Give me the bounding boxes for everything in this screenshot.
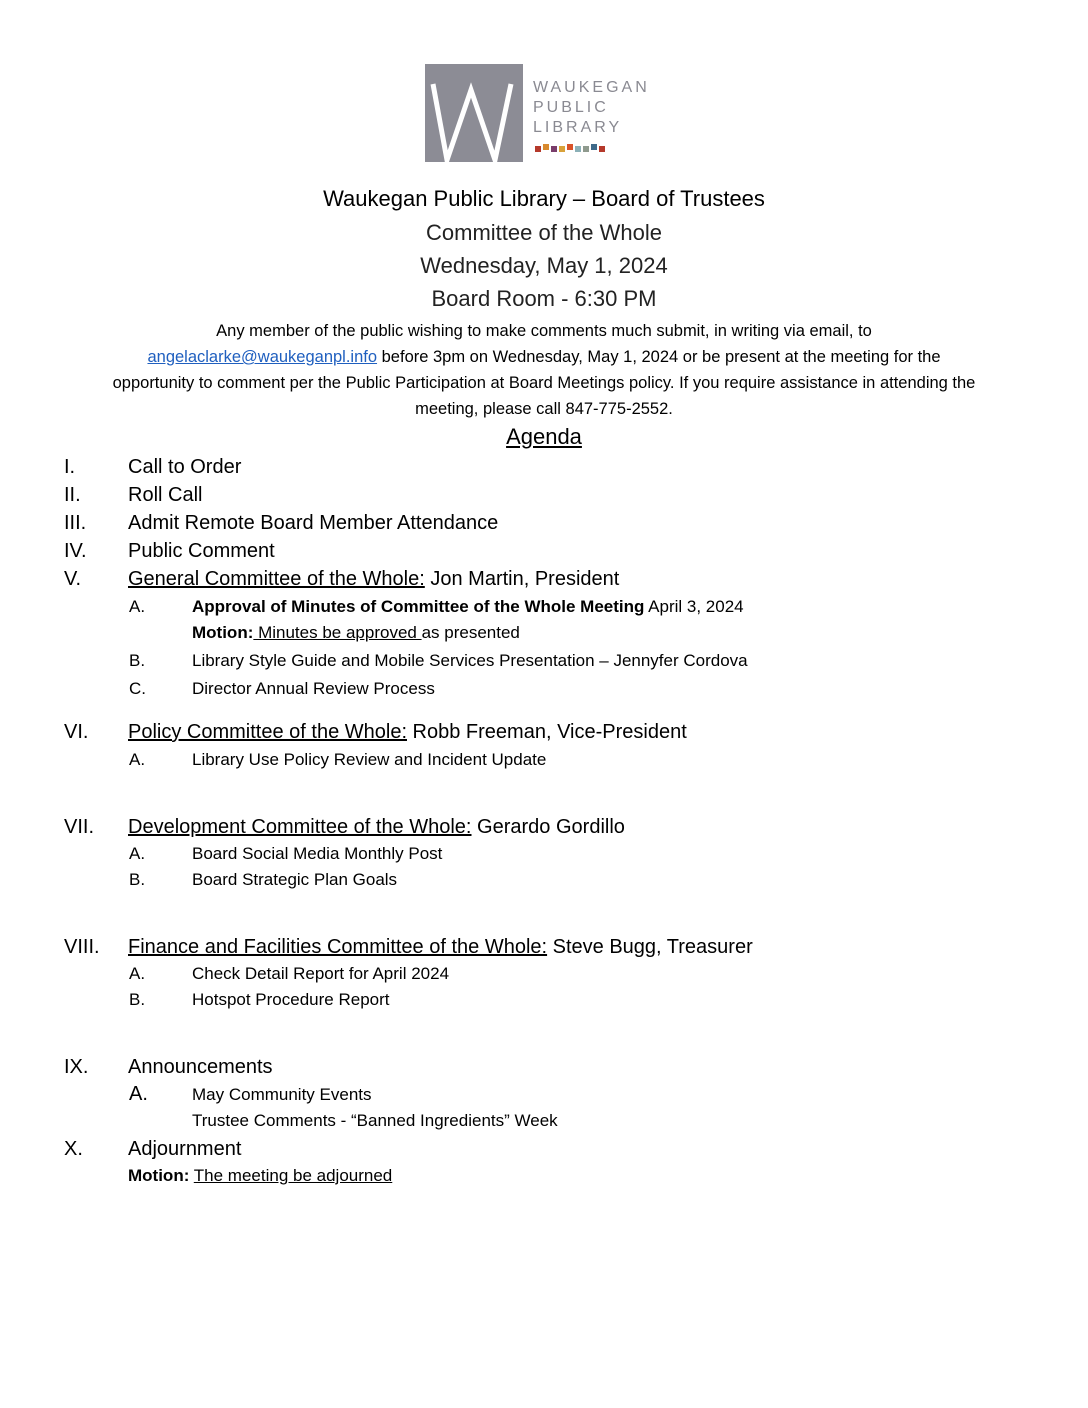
item-label — [128, 936, 753, 959]
sub-item-label: Library Style Guide and Mobile Services Presentation – Jennyfer Cordova — [192, 651, 748, 670]
logo-wordmark — [533, 78, 650, 138]
item-number: III. — [64, 512, 87, 534]
committee-chair: Jon Martin, President — [424, 568, 620, 590]
sub-item-label: May Community Events — [192, 1085, 372, 1104]
logo-w-block — [425, 64, 523, 162]
item-number: IX. — [64, 1056, 89, 1078]
public-comment-notice — [50, 318, 1038, 422]
notice-line-4: meeting, please call 847-775-2552. — [415, 400, 673, 418]
logo-square — [583, 146, 589, 152]
logo-line-1: WAUKEGAN — [533, 79, 650, 96]
motion-text — [192, 623, 520, 643]
notice-line-2-text: before 3pm on Wednesday, May 1, 2024 or be present at the meeting for the — [377, 348, 941, 366]
notice-line-3: opportunity to comment per the Public Participation at Board Meetings policy. If you require assistance in attending the — [112, 374, 976, 392]
document-title: Waukegan Public Library – Board of Trustees — [323, 186, 765, 211]
logo-square — [599, 146, 605, 152]
sub-item-label: Hotspot Procedure Report — [192, 990, 390, 1009]
sub-item-number: B. — [129, 870, 146, 889]
logo-square — [567, 144, 573, 150]
item-label: Roll Call — [128, 484, 203, 506]
item-label: Call to Order — [128, 456, 242, 478]
sub-item-label: Director Annual Review Process — [192, 679, 435, 698]
sub-item-number: A. — [129, 597, 146, 616]
sub-item-number: A. — [129, 964, 146, 983]
item-number: VII. — [64, 816, 95, 838]
item-label: Adjournment — [128, 1138, 242, 1160]
item-number: X. — [64, 1138, 83, 1160]
item-label: Public Comment — [128, 540, 275, 562]
logo-square — [575, 146, 581, 152]
committee-label: General Committee of the Whole: — [128, 568, 425, 590]
logo-line-3: LIBRARY — [533, 119, 623, 136]
motion-underlined: Minutes be approved — [253, 623, 422, 642]
sub-item-number: B. — [129, 651, 146, 670]
item-number: VIII. — [64, 936, 100, 958]
motion-label: Motion: — [128, 1166, 190, 1185]
logo-square — [551, 146, 557, 152]
library-logo — [425, 64, 670, 164]
notice-line-1: Any member of the public wishing to make comments much submit, in writing via email, to — [216, 322, 872, 340]
item-label — [128, 721, 687, 744]
item-number: II. — [64, 484, 81, 506]
agenda-heading: Agenda — [506, 424, 582, 449]
committee-name: Committee of the Whole — [426, 220, 662, 245]
item-number: V. — [64, 568, 82, 590]
motion-underlined: The meeting be adjourned — [193, 1166, 393, 1185]
logo-color-squares — [535, 146, 607, 154]
sub-item-number: C. — [129, 679, 146, 698]
item-number: IV. — [64, 540, 87, 562]
committee-chair: Robb Freeman, Vice-President — [407, 721, 687, 743]
logo-square — [591, 144, 597, 150]
item-label — [128, 816, 625, 839]
sub-item-number: A. — [129, 1083, 148, 1105]
committee-chair: Gerardo Gordillo — [471, 816, 625, 838]
sub-item-number: A. — [129, 844, 146, 863]
committee-chair: Steve Bugg, Treasurer — [547, 936, 753, 958]
sub-item-number: B. — [129, 990, 146, 1009]
item-number: VI. — [64, 721, 89, 743]
logo-square — [559, 146, 565, 152]
item-label: Announcements — [128, 1056, 273, 1078]
notice-line-2 — [50, 344, 1038, 370]
item-number: I. — [64, 456, 76, 478]
motion-text — [128, 1166, 392, 1186]
sub-item-label: Board Social Media Monthly Post — [192, 844, 443, 863]
item-label: Admit Remote Board Member Attendance — [128, 512, 499, 534]
logo-square — [543, 144, 549, 150]
committee-label: Development Committee of the Whole: — [128, 816, 472, 838]
meeting-location-time: Board Room - 6:30 PM — [431, 286, 657, 311]
sub-item-label — [192, 597, 744, 617]
email-link[interactable]: angelaclarke@waukeganpl.info — [147, 348, 378, 366]
motion-label: Motion: — [192, 623, 254, 642]
sub-item-number: A. — [129, 750, 146, 769]
committee-label: Finance and Facilities Committee of the Whole: — [128, 936, 548, 958]
meeting-date: Wednesday, May 1, 2024 — [420, 253, 668, 278]
minutes-date: April 3, 2024 — [644, 597, 744, 616]
committee-label: Policy Committee of the Whole: — [128, 721, 407, 743]
logo-square — [535, 146, 541, 152]
logo-w-mark — [425, 64, 523, 162]
sub-item-label: Board Strategic Plan Goals — [192, 870, 398, 889]
motion-rest: as presented — [421, 623, 520, 642]
trustee-comments: Trustee Comments - “Banned Ingredients” Week — [192, 1111, 558, 1130]
sub-item-label: Check Detail Report for April 2024 — [192, 964, 450, 983]
item-label — [128, 568, 619, 591]
sub-item-label: Library Use Policy Review and Incident Update — [192, 750, 547, 769]
logo-line-2: PUBLIC — [533, 99, 609, 116]
minutes-approval-title: Approval of Minutes of Committee of the Whole Meeting — [192, 597, 645, 616]
